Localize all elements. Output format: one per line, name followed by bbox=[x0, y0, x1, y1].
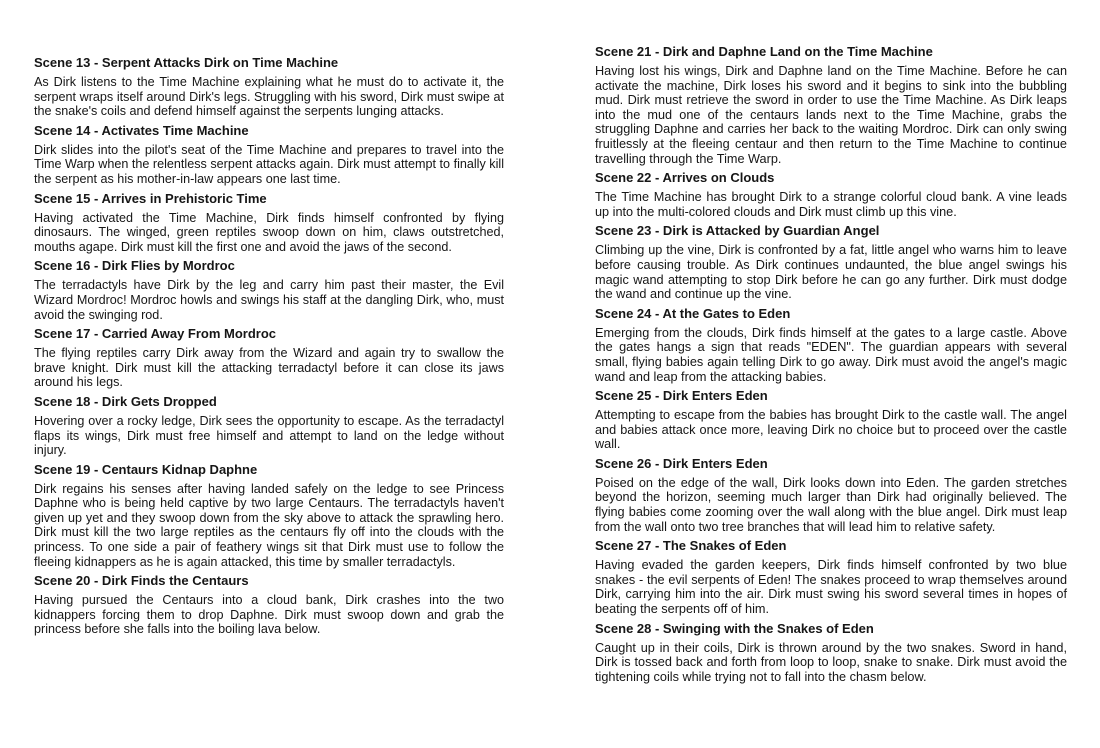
scene-21 bbox=[595, 44, 1067, 166]
scene-description: Dirk slides into the pilot's seat of the Time Machine and prepares to travel into the Time Warp when the relentless serpent attacks again. Dirk must attempt to finally kill the serpent as his mother-in-law appears one last time. bbox=[34, 142, 504, 186]
scene-description: The flying reptiles carry Dirk away from the Wizard and again try to swallow the brave knight. Dirk must kill the attacking terradactyl before it can close its jaws around his legs. bbox=[34, 346, 504, 390]
scene-24 bbox=[595, 306, 1067, 384]
scene-title: Scene 23 - Dirk is Attacked by Guardian Angel bbox=[595, 223, 880, 239]
scene-18 bbox=[34, 394, 504, 458]
scene-description: Hovering over a rocky ledge, Dirk sees the opportunity to escape. As the terradactyl flaps its wings, Dirk must free himself and attempt to land on the ledge without injury. bbox=[34, 413, 504, 458]
scene-title: Scene 14 - Activates Time Machine bbox=[34, 122, 249, 138]
scene-title: Scene 19 - Centaurs Kidnap Daphne bbox=[34, 461, 258, 477]
scene-title: Scene 24 - At the Gates to Eden bbox=[595, 305, 791, 321]
scene-20 bbox=[34, 573, 504, 637]
scene-27 bbox=[595, 538, 1067, 616]
scene-description: Having evaded the garden keepers, Dirk finds himself confronted by two blue snakes - the evil serpents of Eden! The snakes proceed to wrap themselves around Dirk, carrying him into the air. Dirk must swing his sword several times in hopes of beating the serpents off of him. bbox=[595, 558, 1067, 617]
scene-title: Scene 21 - Dirk and Daphne Land on the Time Machine bbox=[595, 44, 933, 59]
scene-title: Scene 26 - Dirk Enters Eden bbox=[595, 455, 768, 471]
scene-15 bbox=[34, 191, 504, 255]
scene-23 bbox=[595, 223, 1067, 301]
scene-description: Climbing up the vine, Dirk is confronted by a fat, little angel who warns him to leave before causing trouble. As Dirk continues undaunted, the blue angel swings his magic wand attempting to stop Dirk before he can go any further. Dirk must dodge the wand and continue up the vine. bbox=[595, 243, 1067, 302]
right-column bbox=[595, 44, 1067, 688]
scene-19 bbox=[34, 462, 504, 570]
scene-description: Poised on the edge of the wall, Dirk looks down into Eden. The garden stretches beyond the horizon, seeming much larger than Dirk had originally believed. The flying babies come zooming over the wall along with the blue angel. Dirk must leap from the wall onto two tree branches that will lead him to relative safety. bbox=[595, 475, 1067, 534]
scene-description: Attempting to escape from the babies has brought Dirk to the castle wall. The angel and babies attack once more, leaving Dirk no choice but to proceed over the castle wall. bbox=[595, 408, 1067, 452]
scene-22 bbox=[595, 170, 1067, 219]
scene-14 bbox=[34, 123, 504, 187]
scene-description: Emerging from the clouds, Dirk finds himself at the gates to a large castle. Above the gates hangs a sign that reads "EDEN". The guardian appears with several small, flying babies again telling Dirk to go away. Dirk must avoid the angel's magic wand and leap from the attacking babies. bbox=[595, 325, 1067, 384]
scene-title: Scene 22 - Arrives on Clouds bbox=[595, 170, 775, 186]
scene-description: Having activated the Time Machine, Dirk finds himself confronted by flying dinosaurs. The winged, green reptiles swoop down on him, claws outstretched, mouths agape. Dirk must kill the first one and avoid the jaws of the second. bbox=[34, 210, 504, 254]
scene-title: Scene 15 - Arrives in Prehistoric Time bbox=[34, 190, 267, 206]
scene-28 bbox=[595, 621, 1067, 685]
scene-description: The Time Machine has brought Dirk to a strange colorful cloud bank. A vine leads up into the multi-colored clouds and Dirk must climb up this vine. bbox=[595, 190, 1067, 219]
scene-description: Dirk regains his senses after having landed safely on the ledge to see Princess Daphne who is being held captive by two large Centaurs. The terradactyls haven't given up yet and they swoop down from the sky above to attack the sprawling hero. Dirk must kill the two large reptiles as the centaurs fly off into the clouds with the princess. To one side a pair of feathery wings sit that Dirk must use to follow the fleeing kidnappers as he is again attacked, this time by smaller terradactyls. bbox=[34, 481, 504, 569]
scene-title: Scene 18 - Dirk Gets Dropped bbox=[34, 393, 217, 409]
scene-description: As Dirk listens to the Time Machine explaining what he must do to activate it, the serpent wraps itself around Dirk's legs. Struggling with his sword, Dirk must swipe at the snake's coils and defend himself against the serpents lunging attacks. bbox=[34, 75, 504, 119]
scene-description: The terradactyls have Dirk by the leg and carry him past their master, the Evil Wizard Mordroc! Mordroc howls and swings his staff at the dangling Dirk, who, must avoid the swinging rod. bbox=[34, 278, 504, 322]
left-column bbox=[34, 55, 504, 641]
scene-description: Having lost his wings, Dirk and Daphne land on the Time Machine. Before he can activate the machine, Dirk loses his sword and it begins to sink into the bubbling mud. Dirk must retrieve the sword in order to use the Time Machine. As Dirk leaps into the mud one of the centaurs lands next to the Time Machine, grabs the struggling Daphne and carries her back to the waiting Mordroc. Dirk can only swing fruitlessly at the fleeing centaur and then return to the Time Machine to continue travelling through the Time Warp. bbox=[595, 64, 1067, 166]
scene-13 bbox=[34, 55, 504, 119]
scene-17 bbox=[34, 326, 504, 390]
scene-description: Caught up in their coils, Dirk is thrown around by the two snakes. Sword in hand, Dirk is tossed back and forth from loop to loop, snake to snake. Dirk must avoid the tightening coils while trying not to fall into the chasm below. bbox=[595, 640, 1067, 684]
scene-title: Scene 20 - Dirk Finds the Centaurs bbox=[34, 573, 249, 589]
scene-title: Scene 17 - Carried Away From Mordroc bbox=[34, 326, 277, 342]
scene-title: Scene 27 - The Snakes of Eden bbox=[595, 538, 787, 554]
scene-25 bbox=[595, 388, 1067, 452]
scene-26 bbox=[595, 456, 1067, 534]
scene-title: Scene 28 - Swinging with the Snakes of Eden bbox=[595, 620, 874, 636]
scene-title: Scene 25 - Dirk Enters Eden bbox=[595, 388, 768, 404]
scene-title: Scene 13 - Serpent Attacks Dirk on Time Machine bbox=[34, 55, 339, 70]
scene-description: Having pursued the Centaurs into a cloud bank, Dirk crashes into the two kidnappers forcing them to drop Daphne. Dirk must swoop down and grab the princess before she falls into the boiling lava below. bbox=[34, 593, 504, 637]
scene-title: Scene 16 - Dirk Flies by Mordroc bbox=[34, 258, 235, 274]
scene-16 bbox=[34, 258, 504, 322]
